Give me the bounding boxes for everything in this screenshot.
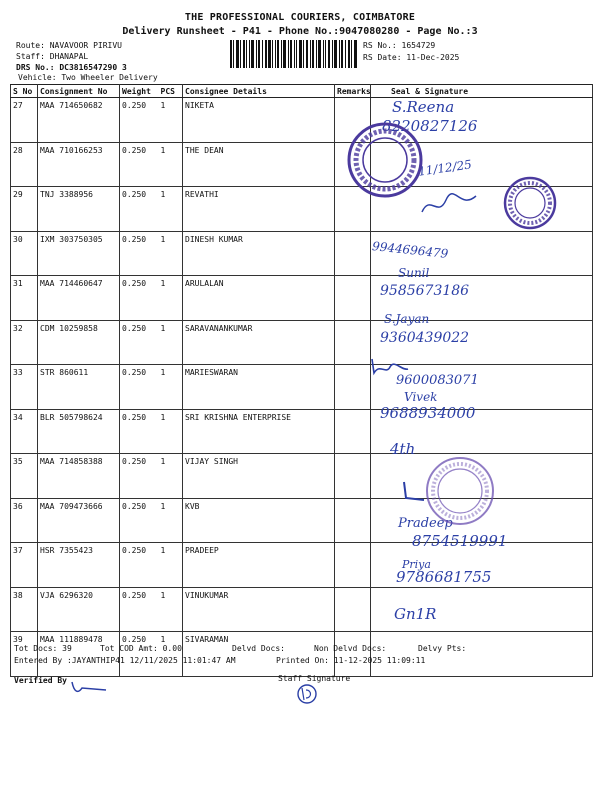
cell-weight: 0.250: [120, 543, 159, 588]
cell-sno: 30: [11, 231, 38, 276]
cell-consignment: MAA 111889478: [38, 632, 120, 677]
cell-sno: 34: [11, 409, 38, 454]
table-row: [11, 409, 593, 454]
cell-consignment: IXM 303750305: [38, 231, 120, 276]
university-stamp: [502, 175, 558, 231]
university-stamp: [345, 120, 425, 200]
handwritten-phone: 9600083071: [396, 373, 479, 388]
signature-scribble-icon: [400, 480, 428, 504]
cell-remarks: [335, 632, 371, 677]
cell-sno: 37: [11, 543, 38, 588]
cell-weight: 0.250: [120, 409, 159, 454]
cell-consignee: KVB: [183, 498, 335, 543]
cell-consignment: MAA 714460647: [38, 276, 120, 321]
total-cod-amount: Tot COD Amt: 0.00: [100, 644, 182, 653]
table-row: [11, 276, 593, 321]
cell-pcs: 1: [159, 498, 183, 543]
cell-remarks: [335, 498, 371, 543]
cell-pcs: 1: [159, 187, 183, 232]
runsheet-subtitle: Delivery Runsheet - P41 - Phone No.:9047080280 - Page No.:3: [122, 26, 478, 37]
handwritten-phone: 9360439022: [380, 330, 470, 346]
col-header-weight: Weight: [120, 85, 159, 98]
col-header-remarks: Remarks: [335, 85, 371, 98]
drs-number: DRS No.: DC3816547290 3: [16, 63, 127, 72]
handwritten-signature: Gn1R: [394, 605, 437, 623]
cell-weight: 0.250: [120, 587, 159, 632]
cell-consignee: MARIESWARAN: [183, 365, 335, 410]
cell-consignment: VJA 6296320: [38, 587, 120, 632]
cell-pcs: 1: [159, 276, 183, 321]
cell-seal: [371, 632, 593, 677]
handwritten-signature: Vivek: [404, 390, 438, 404]
table-header-row: [11, 85, 593, 98]
staff-signature-icon: [294, 682, 320, 706]
rs-date: RS Date: 11-Dec-2025: [363, 53, 460, 62]
cell-consignee: VINUKUMAR: [183, 587, 335, 632]
cell-weight: 0.250: [120, 98, 159, 143]
col-header-consignment: Consignment No: [38, 85, 120, 98]
cell-weight: 0.250: [120, 632, 159, 677]
cell-weight: 0.250: [120, 231, 159, 276]
cell-remarks: [335, 543, 371, 588]
cell-sno: 33: [11, 365, 38, 410]
printed-on: Printed On: 11-12-2025 11:09:11: [276, 656, 426, 665]
cell-weight: 0.250: [120, 454, 159, 499]
cell-sno: 28: [11, 142, 38, 187]
cell-consignee: SARAVANANKUMAR: [183, 320, 335, 365]
cell-sno: 27: [11, 98, 38, 143]
runsheet-table: [10, 84, 593, 677]
handwritten-signature: Priya: [402, 558, 431, 571]
verifier-signature-icon: [70, 678, 110, 698]
barcode: [230, 40, 358, 68]
cell-weight: 0.250: [120, 498, 159, 543]
table-row: [11, 320, 593, 365]
signature-scribble-icon: [370, 355, 410, 377]
col-header-seal: Seal & Signature: [371, 85, 593, 98]
rs-number: RS No.: 1654729: [363, 41, 436, 50]
cell-weight: 0.250: [120, 365, 159, 410]
cell-sno: 32: [11, 320, 38, 365]
cell-consignee: THE DEAN: [183, 142, 335, 187]
table-row: [11, 365, 593, 410]
table-row: [11, 454, 593, 499]
table-row: [11, 98, 593, 143]
handwritten-signature: S.Jayan: [384, 312, 430, 326]
verified-by-label: Verified By: [14, 676, 67, 685]
cell-consignment: STR 860611: [38, 365, 120, 410]
cell-sno: 29: [11, 187, 38, 232]
cell-weight: 0.250: [120, 187, 159, 232]
handwritten-signature: S.Reena: [392, 98, 455, 116]
handwritten-phone: 9786681755: [396, 568, 492, 586]
cell-pcs: 1: [159, 587, 183, 632]
handwritten-phone: 8754519991: [412, 532, 508, 550]
handwritten-phone: 9688934000: [380, 404, 476, 422]
cell-consignment: CDM 10259858: [38, 320, 120, 365]
non-delivered-docs: Non Delvd Docs:: [314, 644, 387, 653]
table-row: [11, 231, 593, 276]
cell-sno: 31: [11, 276, 38, 321]
cell-pcs: 1: [159, 409, 183, 454]
cell-sno: 35: [11, 454, 38, 499]
cell-remarks: [335, 231, 371, 276]
cell-consignment: TNJ 3388956: [38, 187, 120, 232]
cell-sno: 36: [11, 498, 38, 543]
cell-pcs: 1: [159, 320, 183, 365]
table-row: [11, 587, 593, 632]
table-row: [11, 632, 593, 677]
cell-consignment: MAA 709473666: [38, 498, 120, 543]
col-header-consignee: Consignee Details: [183, 85, 335, 98]
staff-label: Staff: DHANAPAL: [16, 52, 89, 61]
handwritten-phone: 9944696479: [371, 239, 449, 261]
cell-pcs: 1: [159, 231, 183, 276]
cell-consignee: SRI KRISHNA ENTERPRISE: [183, 409, 335, 454]
cell-consignment: MAA 710166253: [38, 142, 120, 187]
cell-consignee: REVATHI: [183, 187, 335, 232]
vehicle-label: Vehicle: Two Wheeler Delivery: [18, 73, 158, 82]
handwritten-date: 11/12/25: [417, 157, 473, 179]
cell-remarks: [335, 320, 371, 365]
cell-pcs: 1: [159, 142, 183, 187]
cell-consignee: VIJAY SINGH: [183, 454, 335, 499]
cell-consignee: SIVARAMAN: [183, 632, 335, 677]
cell-pcs: 1: [159, 632, 183, 677]
entered-by: Entered By :JAYANTHIP41 12/11/2025 11:01:47 AM: [14, 656, 236, 665]
cell-weight: 0.250: [120, 320, 159, 365]
route-label: Route: NAVAVOOR PIRIVU: [16, 41, 122, 50]
cell-pcs: 1: [159, 365, 183, 410]
cell-consignment: MAA 714650682: [38, 98, 120, 143]
cell-remarks: [335, 587, 371, 632]
bank-stamp: [424, 455, 496, 527]
cell-remarks: [335, 276, 371, 321]
cell-pcs: 1: [159, 543, 183, 588]
cell-consignee: DINESH KUMAR: [183, 231, 335, 276]
col-header-sno: S No: [11, 85, 38, 98]
cell-remarks: [335, 365, 371, 410]
handwritten-phone: 9585673186: [380, 283, 470, 299]
cell-consignee: NIKETA: [183, 98, 335, 143]
cell-pcs: 1: [159, 98, 183, 143]
signature-scribble-icon: [420, 190, 480, 220]
staff-signature-label: Staff Signature: [278, 674, 351, 683]
cell-consignment: BLR 505798624: [38, 409, 120, 454]
cell-pcs: 1: [159, 454, 183, 499]
cell-weight: 0.250: [120, 276, 159, 321]
cell-sno: 38: [11, 587, 38, 632]
cell-consignment: HSR 7355423: [38, 543, 120, 588]
handwritten-signature: Sunil: [398, 266, 430, 280]
cell-sno: 39: [11, 632, 38, 677]
handwritten-mark: 4th: [390, 440, 416, 458]
delivered-docs: Delvd Docs:: [232, 644, 285, 653]
cell-consignee: PRADEEP: [183, 543, 335, 588]
cell-consignee: ARULALAN: [183, 276, 335, 321]
delivery-points: Delvy Pts:: [418, 644, 467, 653]
company-title: THE PROFESSIONAL COURIERS, COIMBATORE: [184, 12, 416, 23]
cell-remarks: [335, 409, 371, 454]
cell-weight: 0.250: [120, 142, 159, 187]
cell-remarks: [335, 454, 371, 499]
col-header-pcs: PCS: [159, 85, 183, 98]
handwritten-signature: Pradeep: [398, 516, 453, 531]
cell-consignment: MAA 714858388: [38, 454, 120, 499]
handwritten-phone: 8220827126: [382, 117, 478, 135]
total-docs: Tot Docs: 39: [14, 644, 72, 653]
